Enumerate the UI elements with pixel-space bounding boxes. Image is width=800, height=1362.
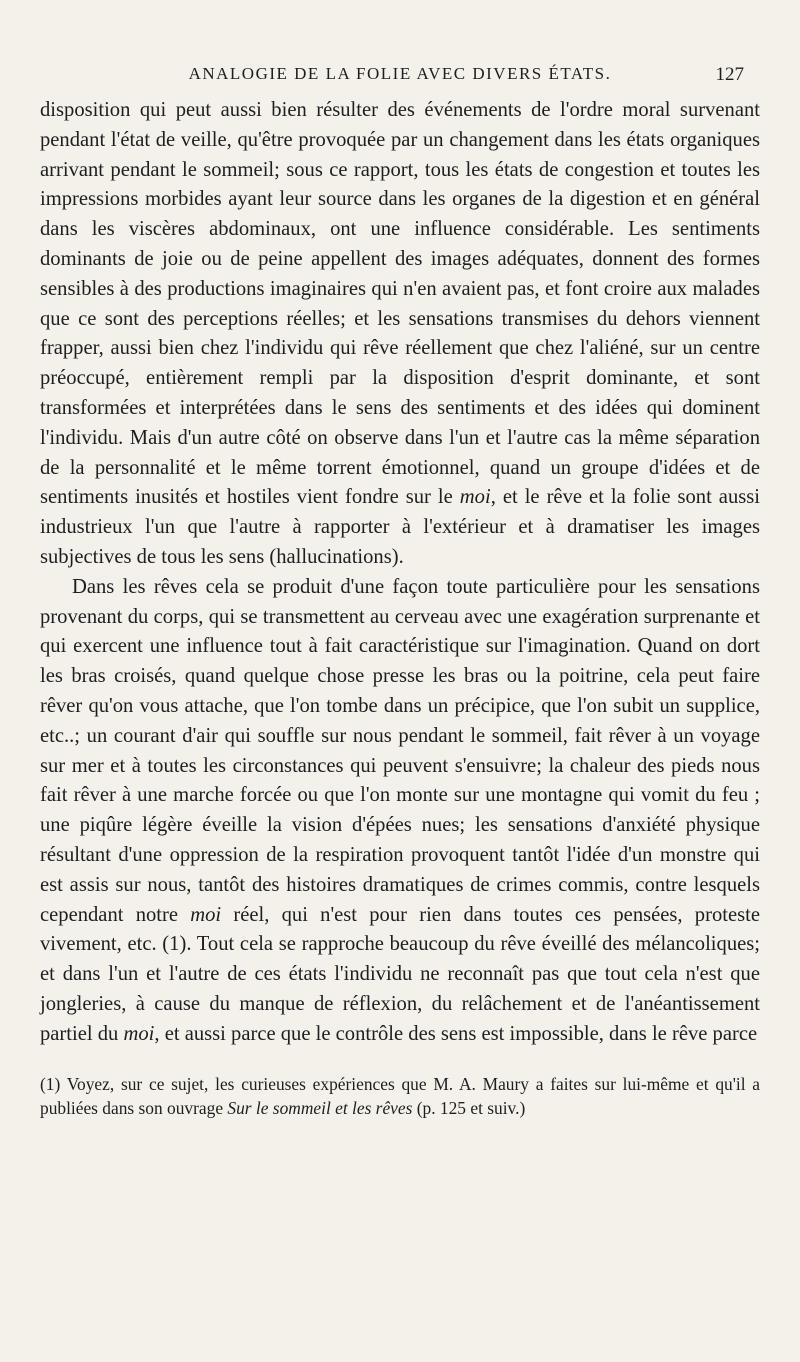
body-text (40, 96, 760, 1050)
paragraph-2-emphasis-moi-1: moi (190, 903, 222, 926)
paragraph-2-text-a: Dans les rêves cela se produit d'une façon toute particulière pour les sensations provenant du corps, qui se transmettent au cerveau avec une exagération surprenante et qui exercent une influence tout à fait caractéristique sur l'imagination. Quand on dort les bras croisés, quand quelque chose presse les bras ou la poitrine, cela peut faire rêver qu'on vous attache, que l'on tombe dans un précipice, que l'on subit un supplice, etc..; un courant d'air qui souffle sur nous pendant le sommeil, fait rêver à un voyage sur mer et à toutes les circonstances qui peuvent s'ensuivre; la chaleur des pieds nous fait rêver à une marche forcée ou que l'on monte sur une montagne qui vomit du feu ; une piqûre légère éveille la vision d'épées nues; les sensations d'anxiété physique résultant d'une oppression de la respiration provoquent tantôt l'idée d'un monstre qui est assis sur nous, tantôt des histoires dramatiques de crimes commis, contre lesquels cependant notre (40, 575, 760, 926)
footnote-book-title: Sur le sommeil et les rêves (227, 1097, 413, 1118)
paragraph-1-text-b: , et le rêve et la folie sont aussi industrieux l'un que l'autre à rapporter à l'extérieur et à dramatiser les images subjectives de tous les sens (hallucinations). (40, 486, 760, 568)
page-header (40, 64, 760, 96)
running-title: ANALOGIE DE LA FOLIE AVEC DIVERS ÉTATS. (188, 64, 612, 83)
paragraph-2-emphasis-moi-2: moi (123, 1022, 155, 1045)
page-number: 127 (715, 64, 744, 85)
paragraph-1-emphasis-moi: moi (459, 486, 491, 509)
paragraph-2 (40, 573, 760, 1050)
paragraph-2-text-b: réel, qui n'est pour rien dans toutes ces pensées, proteste vivement, etc. (1). Tout cela se rapproche beaucoup du rêve éveillé des mélancoliques; et dans l'un et l'autre de ces états l'individu ne reconnaît pas que tout cela n'est que jongleries, à cause du manque de réflexion, du relâchement et de l'anéantissement partiel du (40, 903, 760, 1045)
footnote-text-b: (p. 125 et suiv.) (412, 1097, 526, 1118)
paragraph-1-text-a: disposition qui peut aussi bien résulter des événements de l'ordre moral survenant pendant l'état de veille, qu'être provoquée par un changement dans les états organiques arrivant pendant le sommeil; sous ce rapport, tous les états de congestion et toutes les impressions morbides ayant leur source dans les organes de la digestion et en général dans les viscères abdominaux, ont une influence considérable. Les sentiments dominants de joie ou de peine appellent des images adéquates, donnent des formes sensibles à des productions imaginaires qui n'en avaient pas, et font croire aux malades que ce sont des perceptions réelles; et les sensations transmises du dehors viennent frapper, aussi bien chez l'individu qui rêve réellement que chez l'aliéné, sur un centre préoccupé, entièrement rempli par la disposition d'esprit dominante, et sont transformées et interprétées dans le sens des sentiments et des idées qui dominent l'individu. Mais d'un autre côté on observe dans l'un et l'autre cas la même séparation de la personnalité et le même torrent émotionnel, quand un groupe d'idées et de sentiments inusités et hostiles vient fondre sur le (40, 99, 760, 509)
footnote-text-a: (1) Voyez, sur ce sujet, les curieuses expériences que M. A. Maury a faites sur lui-même et qu'il a publiées dans son ouvrage (40, 1073, 760, 1118)
paragraph-1 (40, 96, 760, 573)
footnote (40, 1072, 760, 1120)
paragraph-2-text-c: , et aussi parce que le contrôle des sens est impossible, dans le rêve parce (154, 1022, 758, 1045)
